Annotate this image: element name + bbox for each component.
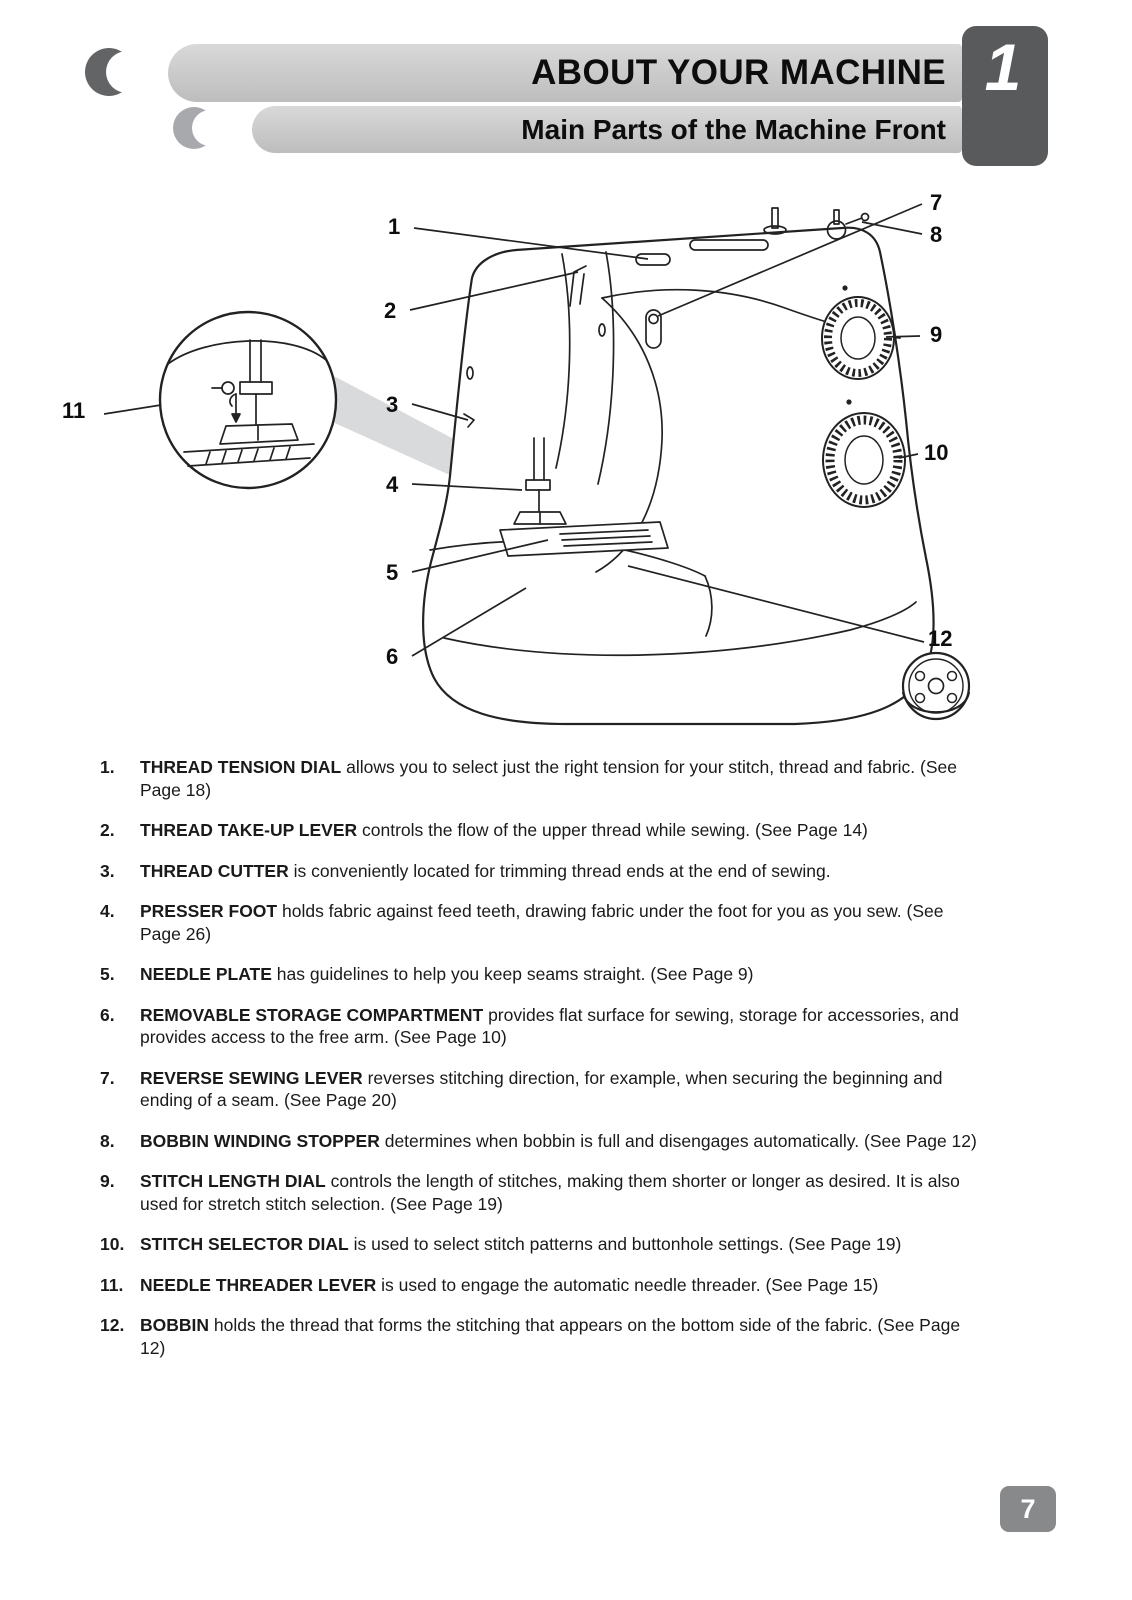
callout-label-2: 2: [384, 298, 397, 323]
callout-label-12: 12: [928, 626, 953, 651]
part-item-11: [100, 1274, 980, 1297]
header-crescent-light-icon: [172, 105, 228, 151]
callout-label-6: 6: [386, 644, 399, 669]
part-desc-text: allows you to select just the right tension for your stitch, thread and fabric. (See Page 18): [140, 757, 957, 800]
section-title: Main Parts of the Machine Front: [521, 113, 946, 145]
part-desc-text: holds fabric against feed teeth, drawing fabric under the foot for you as you sew. (See Page 26): [140, 901, 944, 944]
chapter-number-tab: [962, 26, 1048, 166]
needle-threader-magnifier: [160, 312, 336, 488]
callout-label-8: 8: [930, 222, 943, 247]
part-desc-text: provides flat surface for sewing, storage for accessories, and provides access to the free arm. (See Page 10): [140, 1004, 959, 1047]
part-description: [140, 1004, 980, 1049]
parts-list: [100, 756, 980, 1377]
part-name: REVERSE SEWING LEVER: [140, 1067, 363, 1088]
callout-label-4: 4: [386, 472, 399, 497]
part-number: 11.: [100, 1274, 124, 1295]
part-name: PRESSER FOOT: [140, 901, 278, 921]
callout-label-7: 7: [930, 190, 943, 215]
callout-label-5: 5: [386, 560, 399, 585]
part-description: [140, 819, 868, 842]
part-name: BOBBIN: [140, 1315, 210, 1335]
part-desc-text: is used to select stitch patterns and buttonhole settings. (See Page 19): [353, 1234, 902, 1254]
page-number: 7: [1020, 1493, 1036, 1524]
part-desc-text: holds the thread that forms the stitching that appears on the bottom side of the fabric. (See Page 12): [140, 1315, 961, 1358]
part-number: 7.: [100, 1067, 115, 1088]
part-number: 10.: [100, 1234, 125, 1254]
part-item-12: [100, 1314, 980, 1359]
part-desc-text: has guidelines to help you keep seams straight. (See Page 9): [276, 964, 754, 984]
part-name: BOBBIN WINDING STOPPER: [140, 1130, 380, 1151]
part-item-5: [100, 963, 980, 986]
part-item-9: [100, 1170, 980, 1215]
chapter-number: 1: [984, 30, 1022, 104]
sewing-machine-illustration: [0, 168, 1132, 750]
callout-label-11: 11: [62, 398, 86, 423]
part-description: [140, 1130, 977, 1153]
part-description: [140, 1233, 901, 1256]
part-number: 2.: [100, 820, 115, 840]
part-name: REMOVABLE STORAGE COMPARTMENT: [140, 1004, 484, 1025]
part-number: 4.: [100, 901, 115, 921]
part-description: [140, 756, 980, 801]
callout-label-9: 9: [930, 322, 943, 347]
part-number: 8.: [100, 1130, 115, 1151]
part-name: THREAD TENSION DIAL: [140, 757, 342, 777]
part-number: 6.: [100, 1004, 115, 1025]
part-name: THREAD TAKE-UP LEVER: [140, 820, 358, 840]
part-number: 1.: [100, 757, 115, 777]
part-name: STITCH LENGTH DIAL: [140, 1171, 326, 1191]
part-desc-text: is used to engage the automatic needle threader. (See Page 15): [381, 1274, 879, 1295]
part-item-10: [100, 1233, 980, 1256]
part-item-3: [100, 860, 980, 883]
part-name: STITCH SELECTOR DIAL: [140, 1234, 349, 1254]
callout-label-3: 3: [386, 392, 399, 417]
part-description: [140, 1067, 980, 1112]
part-item-4: [100, 900, 980, 945]
part-description: [140, 1314, 980, 1359]
header-crescent-dark-icon: [84, 47, 146, 97]
part-item-8: [100, 1130, 980, 1153]
part-item-7: [100, 1067, 980, 1112]
part-item-1: [100, 756, 980, 801]
chapter-title-bar: [168, 44, 962, 102]
part-desc-text: controls the length of stitches, making them shorter or longer as desired. It is also used for stretch stitch selection. (See Page 19): [140, 1171, 960, 1214]
part-description: [140, 900, 980, 945]
part-name: NEEDLE PLATE: [140, 964, 272, 984]
callout-label-1: 1: [388, 214, 401, 239]
machine-diagram: [0, 168, 1132, 750]
callout-label-10: 10: [924, 440, 949, 465]
section-title-bar: [252, 106, 962, 153]
part-number: 12.: [100, 1315, 125, 1335]
part-description: [140, 860, 831, 883]
part-number: 3.: [100, 860, 115, 881]
part-desc-text: is conveniently located for trimming thread ends at the end of sewing.: [293, 860, 831, 881]
part-name: THREAD CUTTER: [140, 860, 289, 881]
part-number: 5.: [100, 964, 115, 984]
part-item-2: [100, 819, 980, 842]
part-item-6: [100, 1004, 980, 1049]
part-description: [140, 1170, 980, 1215]
part-desc-text: controls the flow of the upper thread while sewing. (See Page 14): [362, 820, 868, 840]
bobbin-illustration: [903, 653, 969, 719]
part-description: [140, 1274, 878, 1297]
part-desc-text: determines when bobbin is full and disengages automatically. (See Page 12): [384, 1130, 977, 1151]
page-number-badge: [1000, 1486, 1056, 1532]
chapter-title: ABOUT YOUR MACHINE: [531, 53, 946, 92]
part-description: [140, 963, 753, 986]
part-name: NEEDLE THREADER LEVER: [140, 1274, 377, 1295]
part-number: 9.: [100, 1171, 115, 1191]
part-desc-text: reverses stitching direction, for example, when securing the beginning and ending of a seam. (See Page 20): [140, 1067, 943, 1110]
